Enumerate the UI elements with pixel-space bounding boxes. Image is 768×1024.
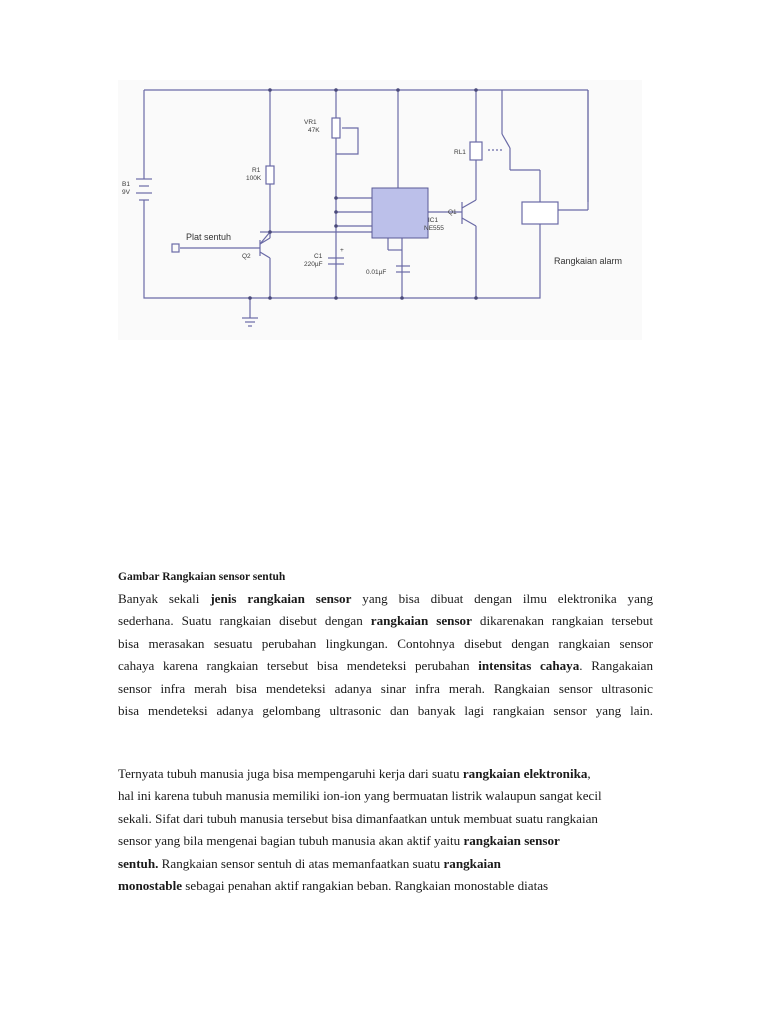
text-line bbox=[118, 808, 653, 830]
bold-term: sentuh. bbox=[118, 855, 159, 871]
text-line bbox=[118, 655, 653, 677]
text-run: sebagai penahan aktif rangakian beban. Rangkaian monostable diatas bbox=[182, 878, 549, 894]
text-run: bisa mendeteksi adanya gelombang ultrasonic dan banyak lagi rangkaian sensor yang lain. bbox=[118, 703, 653, 719]
bold-term: monostable bbox=[118, 878, 183, 894]
bold-term: rangkaian bbox=[443, 855, 501, 871]
label-plat-sentuh: Plat sentuh bbox=[186, 232, 232, 242]
bold-term: rangkaian sensor bbox=[463, 833, 560, 849]
text-run: , bbox=[587, 766, 591, 781]
figure-caption: Gambar Rangkaian sensor sentuh bbox=[118, 571, 286, 583]
text-run: Ternyata tubuh manusia juga bisa mempengaruhi kerja dari suatu bbox=[118, 766, 463, 781]
text-line bbox=[118, 610, 653, 632]
label-b1: B1 bbox=[122, 181, 130, 188]
circuit-diagram-figure bbox=[118, 80, 642, 340]
text-line bbox=[118, 588, 653, 610]
bold-term: rangkaian sensor bbox=[370, 613, 472, 629]
label-rl1: RL1 bbox=[454, 149, 466, 156]
label-rangkaian-alarm: Rangkaian alarm bbox=[554, 256, 623, 266]
label-c1-value: 220µF bbox=[304, 261, 323, 268]
bold-term: jenis rangkaian sensor bbox=[210, 591, 352, 606]
text-line bbox=[118, 633, 653, 655]
paragraph-human-body bbox=[118, 763, 653, 897]
text-line bbox=[118, 678, 653, 700]
label-vr1: VR1 bbox=[304, 119, 317, 126]
touch-sensor-schematic bbox=[118, 80, 642, 340]
text-run: hal ini karena tubuh manusia memiliki ion-ion yang bermuatan listrik walaupun sangat kecil bbox=[118, 788, 602, 804]
text-run: yang bisa dibuat dengan ilmu elektronika yang bbox=[351, 591, 653, 606]
text-line bbox=[118, 875, 653, 897]
label-plus-sign: + bbox=[340, 247, 344, 254]
label-ic1-part: NE555 bbox=[424, 225, 444, 232]
label-ic1: IC1 bbox=[428, 217, 439, 224]
text-run: sekali. Sifat dari tubuh manusia tersebut bisa dimanfaatkan untuk membuat suatu rangkaian bbox=[118, 810, 598, 826]
bold-term: rangkaian elektronika bbox=[462, 766, 588, 781]
paragraph-sensor-types bbox=[118, 588, 653, 722]
text-run: dikarenakan rangkaian tersebut bbox=[471, 613, 653, 629]
text-line bbox=[118, 830, 653, 852]
text-run: bisa merasakan sesuatu perubahan lingkungan. Contohnya disebut dengan rangkaian sensor bbox=[118, 635, 653, 651]
label-r1-value: 100K bbox=[246, 175, 262, 182]
label-b1-value: 9V bbox=[122, 189, 130, 196]
text-run: sensor yang bila mengenai bagian tubuh manusia akan aktif yaitu bbox=[118, 833, 464, 849]
bold-term: intensitas cahaya bbox=[478, 658, 580, 674]
text-line bbox=[118, 763, 653, 785]
text-run: cahaya karena rangkaian tersebut bisa mendeteksi perubahan bbox=[118, 658, 479, 674]
label-c2-value: 0.01µF bbox=[366, 269, 387, 276]
label-q2: Q2 bbox=[242, 253, 251, 260]
label-r1: R1 bbox=[252, 167, 261, 174]
text-run: Rangkaian sensor sentuh di atas memanfaatkan suatu bbox=[158, 855, 444, 871]
text-line bbox=[118, 853, 653, 875]
text-line bbox=[118, 785, 653, 807]
label-c1: C1 bbox=[314, 253, 323, 260]
label-vr1-value: 47K bbox=[308, 127, 320, 134]
text-line bbox=[118, 700, 653, 722]
text-run: sederhana. Suatu rangkaian disebut dengan bbox=[118, 613, 371, 629]
text-run: Banyak sekali bbox=[118, 591, 211, 606]
text-run: . Rangakaian bbox=[579, 658, 654, 674]
text-run: sensor infra merah bisa mendeteksi adanya sinar infra merah. Rangkaian sensor ultrasonic bbox=[118, 680, 653, 696]
label-q1: Q1 bbox=[448, 209, 457, 216]
